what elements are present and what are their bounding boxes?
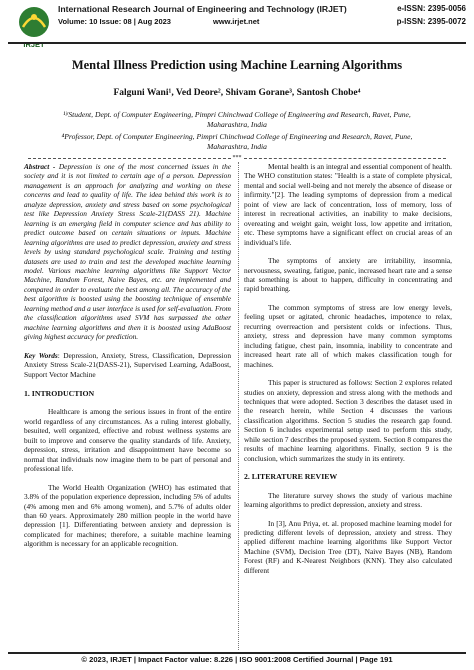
journal-header (0, 0, 474, 56)
paper-authors: Falguni Wani¹, Ved Deore², Shivam Gorane³, Santosh Chobe⁴ (113, 88, 361, 98)
journal-name: International Research Journal of Engineering and Technology (IRJET) (58, 4, 347, 14)
introduction-heading: 1. INTRODUCTION (24, 388, 95, 398)
paper-title: Mental Illness Prediction using Machine Learning Algorithms (71, 58, 403, 72)
column-divider (238, 162, 239, 650)
intro-paragraph-1: Healthcare is among the serious issues in front of the entire world regardless of any circumstances. As a ruling interest globally, besuited, well organized, effective and robust wellness systems are built to improve and conserve the quality standards of life. Anxiety, depression, stress, irritation and disappointment have become so normal that individuals now imagine them to be part of personal and professional life. (24, 407, 231, 474)
right-paragraph-2: The symptoms of anxiety are irritability, insomnia, nervousness, sweating, fatigue, panic, increased heart rate and a sense that something is about to happen, difficulty in concentrating and rapid breathing. (244, 256, 452, 294)
right-paragraph-4: This paper is structured as follows: Section 2 explores related studies on anxiety, depression and stress along with the methods and techniques that were adopted. Section 3 describes the dataset used in the research herein, while Section 4 discusses the various classification algorithms. Section 5 studies the research gap found. Section 6 includes experimental setup used to perform this study, while section 7 describes the proposed system. Section 8 compares the results of machine learning algorithms. Finally, section 9 is the conclusion, which summarizes the study in its entirety. (244, 378, 452, 463)
literature-review-heading: 2. LITERATURE REVIEW (244, 472, 338, 482)
footer-rule (8, 652, 466, 654)
keywords-text: : Depression, Anxiety, Stress, Classification, Depression Anxiety Stress Scale-21(DASS-21), Supervised Learning, AdaBoost, Support Vector Machine (24, 350, 231, 379)
volume-issue: Volume: 10 Issue: 08 | Aug 2023 (58, 17, 171, 26)
right-paragraph-6: In [3], Anu Priya, et. al. proposed machine learning model for predicting different levels of depression, anxiety and stress. They applied different machine learning algorithms like Support Vector Machine (SVM), Decision Tree (DT), Naive Bayes (NB), Random Forest (RF) and K-Nearest Neighbors (KNN). They also calculated different (244, 518, 452, 575)
title-separator (28, 155, 446, 161)
page-footer: © 2023, IRJET | Impact Factor value: 8.226 | ISO 9001:2008 Certified Journal | Page 191 (81, 655, 393, 664)
pissn: p-ISSN: 2395-0072 (396, 17, 466, 26)
logo-text: IRJET (23, 40, 45, 49)
professor-affiliation: ⁴Professor, Dept. of Computer Engineering, Pimpri Chinchwad College of Engineering and Research, Ravet, Pune, Maharashtra, India (61, 132, 413, 151)
right-column (244, 162, 452, 584)
right-paragraph-5: The literature survey shows the study of various machine learning algorithms to predict depression, anxiety and stress. (244, 490, 452, 510)
keywords (24, 351, 231, 379)
header-rule (8, 42, 466, 44)
intro-paragraph-2: The World Health Organization (WHO) has estimated that 3.8% of the population experience depression, including 5% of adults (4% among men and 6% among women), and 5.7% of adults older than 60 years. Approximately 280 million people in the world have depression [1]. Differentiating between anxiety and depression is complicated for machines; therefore, a suitable machine learning algorithm is necessary for an applicable recognition. (24, 482, 231, 549)
separator-mark: *** (232, 155, 242, 161)
abstract-label: Abstract - (24, 162, 59, 171)
abstract-text: Depression is one of the most concerned issues in the society and it is not limited to certain age of a person. Depression management is an approach for analyzing and working on these concerns and lead to quality of life. The idea behind this work is to analyze depression, anxiety and stress based on some psychological test like Depression Anxiety Stress Scale-21(DASS 21). Machine learning is an emerging field in computer science and has ability to predict outcome based on certain situations or inputs. Machine learning algorithms are used to predict depression, anxiety and stress levels by using standard psychological scale. Training and testing datasets are used to train and test the developed machine learning model. Various machine learning algorithms like Support Vector Machine, Random Forest, Naive Bayes, etc. are implemented and compared in order to evaluate the best among all. The accuracy of the best algorithm is boosted using the boosting technique of ensemble learning method and a user interface is used for self-evaluation. From the classification algorithms used SVM has surpassed the other machine learning algorithms and then it is boosted using AdaBoost giving highest accuracy for prediction. (24, 162, 231, 342)
eissn: e-ISSN: 2395-0056 (397, 4, 466, 13)
keywords-label: Key Words (24, 350, 58, 360)
abstract (24, 162, 231, 342)
right-paragraph-1: Mental health is an integral and essential component of health. The WHO constitution states: "Health is a state of complete physical, mental and social well-being and not merely the absence of disease or infirmity."[2]. The leading symptoms of depression from a medical point of view are lack of concentration, loss of memory, loss of interest in recreational activities, an inability to make decisions, overeating and weight gain, weight loss, low appetite and irritation, etc. These symptoms have a significant effect on crucial areas of an individual's life. (244, 162, 452, 247)
left-column (24, 162, 231, 558)
student-affiliation: ¹ʲʳStudent, Dept. of Computer Engineering, Pimpri Chinchwad College of Engineering and Research, Ravet, Pune, Maharashtra, India (63, 110, 411, 129)
right-paragraph-3: The common symptoms of stress are low energy levels, feeling upset or agitated, chronic headaches, impotence to relax, recurring overreaction and persistent colds or infections. Thus, anxiety, stress and depression have many common symptoms including fatigue, chest pain, insomnia, inability to concentrate and increased heart rate all of which makes classification tough for machines. (244, 302, 452, 369)
journal-url[interactable]: www.irjet.net (213, 17, 260, 26)
